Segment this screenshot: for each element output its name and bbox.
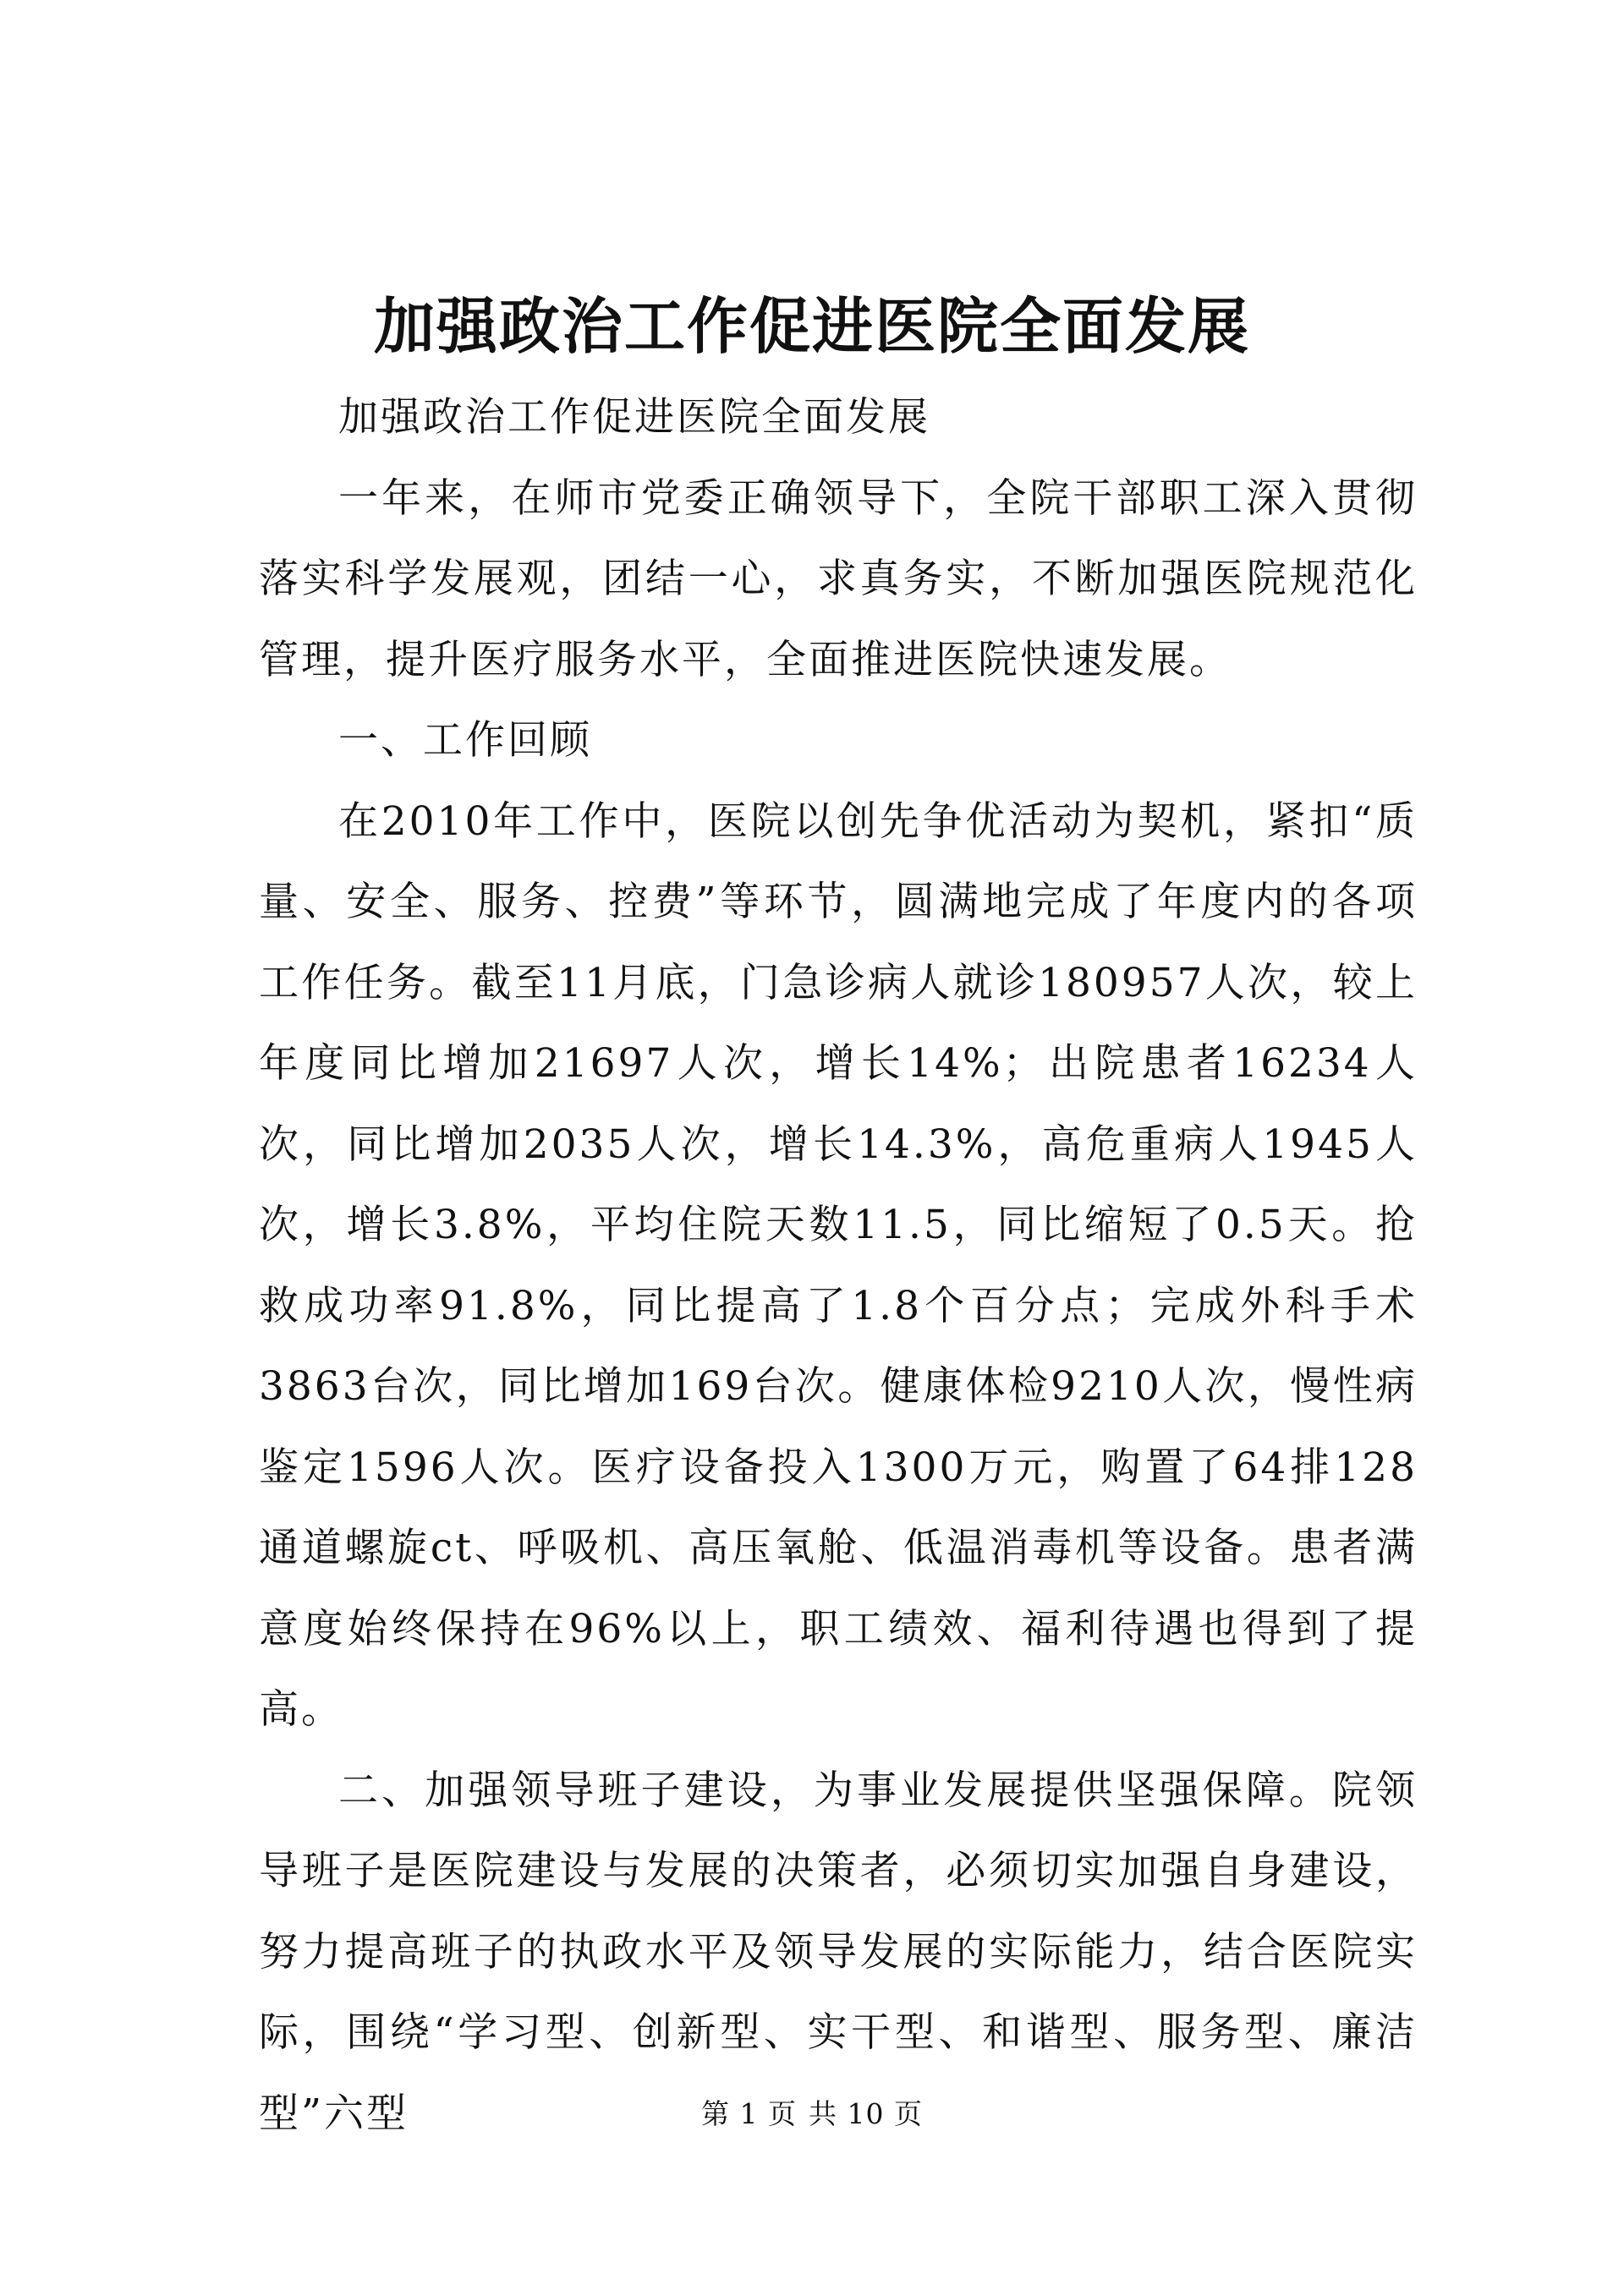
document-body (259, 377, 1418, 2154)
section-heading-review: 一、工作回顾 (338, 717, 592, 764)
paragraph-review: 在2010年工作中，医院以创先争优活动为契机，紧扣“质量、安全、服务、控费”等环节，圆满地完成了年度内的各项工作任务。截至11月底，门急诊病人就诊180957人次，较上年度同比增加21697人次，增长14%；出院患者16234人次，同比增加2035人次，增长14.3%，高危重病人1945人次，增长3.8%，平均住院天数11.5，同比缩短了0.5天。抢救成功率91.8%，同比提高了1.8个百分点；完成外科手术3863台次，同比增加169台次。健康体检9210人次，慢性病鉴定1596人次。医疗设备投入1300万元，购置了64排128通道螺旋ct、呼吸机、高压氧舱、低温消毒机等设备。患者满意度始终保持在96%以上，职工绩效、福利待遇也得到了提高。 (259, 797, 1418, 1733)
paragraph-intro: 一年来，在师市党委正确领导下，全院干部职工深入贯彻落实科学发展观，团结一心，求真务实，不断加强医院规范化管理，提升医疗服务水平，全面推进医院快速发展。 (259, 474, 1418, 683)
page-footer (0, 2096, 1624, 2133)
paragraph-leadership: 二、加强领导班子建设，为事业发展提供坚强保障。院领导班子是医院建设与发展的决策者，必须切实加强自身建设，努力提高班子的执政水平及领导发展的实际能力，结合医院实际，围绕“学习型、创新型、实干型、和谐型、服务型、廉洁型”六型 (259, 1767, 1418, 2137)
page-number: 第 1 页 (701, 2097, 797, 2130)
page-total: 共 10 页 (809, 2097, 923, 2130)
document-title: 加强政治工作促进医院全面发展 (373, 290, 1250, 362)
paragraph-subtitle: 加强政治工作促进医院全面发展 (338, 394, 930, 441)
